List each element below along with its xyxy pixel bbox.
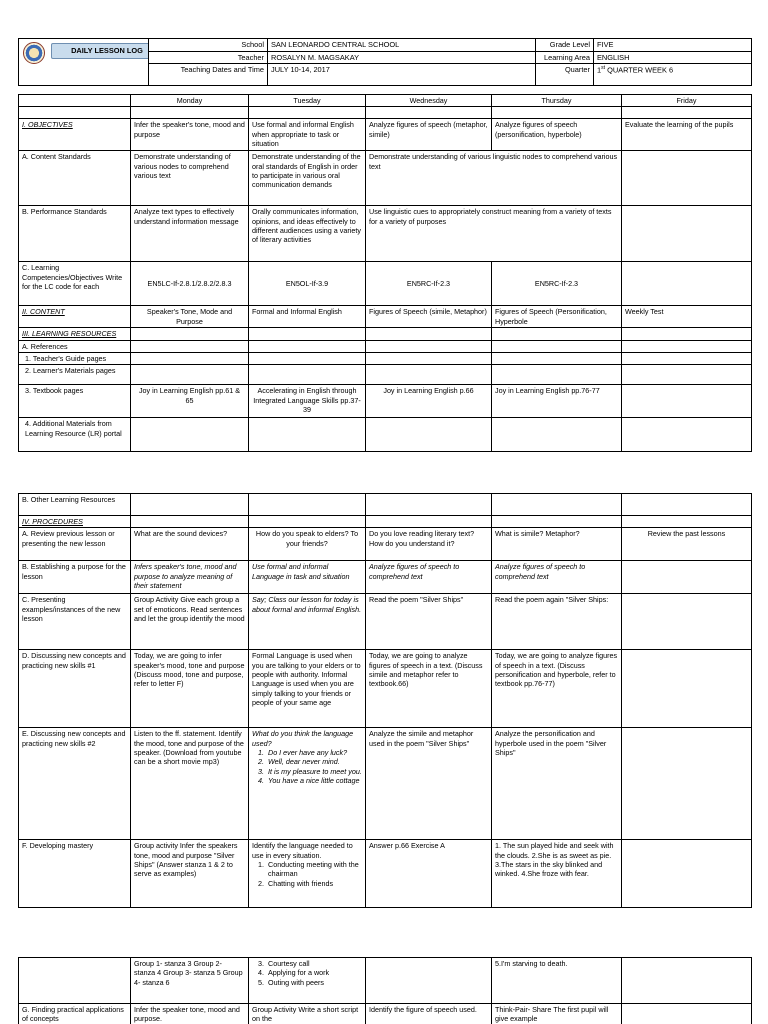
performance-standards-label: B. Performance Standards — [19, 206, 131, 262]
language-question: What do you think the language used? — [252, 729, 354, 748]
applications-thursday: Think-Pair- Share The first pupil will give example — [492, 1004, 622, 1024]
learners-materials-row — [19, 365, 752, 385]
discussing-1-thursday: Today, we are going to analyze figures of speech in a text. (Discuss personification and hyperbole, refer to textbook pp.76-77) — [492, 650, 622, 728]
obj-tuesday: Use formal and informal English when appropriate to task or situation — [249, 119, 366, 151]
comp-friday — [622, 262, 752, 306]
list-item: 4. Applying for a work — [266, 968, 362, 977]
day-monday: Monday — [131, 95, 249, 107]
presenting-wednesday: Read the poem "Silver Ships" — [366, 594, 492, 650]
discussing-2-tuesday — [249, 728, 366, 840]
cont-friday: Weekly Test — [622, 306, 752, 328]
school-value: SAN LEONARDO CENTRAL SCHOOL — [268, 39, 536, 52]
purpose-wednesday: Analyze figures of speech to comprehend text — [366, 561, 492, 594]
discussing-1-wednesday: Today, we are going to analyze figures of speech in a text. (Discuss simile and metaphor refer to textbook.66) — [366, 650, 492, 728]
lesson-table-part-2 — [18, 493, 752, 908]
situation-list — [252, 860, 362, 888]
presenting-row — [19, 594, 752, 650]
grade-label: Grade Level — [536, 39, 594, 52]
content-standards-label: A. Content Standards — [19, 151, 131, 206]
teacher-label: Teacher — [149, 51, 268, 64]
learning-resources-row — [19, 328, 752, 340]
competencies-label: C. Learning Competencies/Objectives Write for the LC code for each — [19, 262, 131, 306]
deped-seal-logo — [23, 42, 45, 64]
list-item: 1. Conducting meeting with the chairman — [266, 860, 362, 879]
textbook-label: 3. Textbook pages — [19, 385, 131, 418]
procedures-label: IV. PROCEDURES — [19, 516, 131, 528]
list-item: 2. Chatting with friends — [266, 879, 362, 888]
presenting-label: C. Presenting examples/instances of the new lesson — [19, 594, 131, 650]
cont-wednesday: Figures of Speech (simile, Metaphor) — [366, 306, 492, 328]
purpose-thursday: Analyze figures of speech to comprehend text — [492, 561, 622, 594]
school-label: School — [149, 39, 268, 52]
review-row — [19, 528, 752, 561]
discussing-2-wednesday: Analyze the simile and metaphor used in the poem "Silver Ships" — [366, 728, 492, 840]
objectives-row — [19, 119, 752, 151]
continuation-row — [19, 958, 752, 1004]
comp-monday: EN5LC-If-2.8.1/2.8.2/2.8.3 — [131, 262, 249, 306]
review-monday: What are the sound devices? — [131, 528, 249, 561]
content-standards-row — [19, 151, 752, 206]
tb-monday: Joy in Learning English pp.61 & 65 — [131, 385, 249, 418]
learners-materials-label: 2. Learner's Materials pages — [19, 365, 131, 385]
cont-tuesday: Formal and Informal English — [249, 306, 366, 328]
area-label: Learning Area — [536, 51, 594, 64]
applications-row — [19, 1004, 752, 1024]
discussing-1-monday: Today, we are going to infer speaker's mood, tone and purpose (Discuss mood, tone and purpose, refer to letter F) — [131, 650, 249, 728]
day-thursday: Thursday — [492, 95, 622, 107]
applications-label: G. Finding practical applications of concepts — [19, 1004, 131, 1024]
applications-monday: Infer the speaker tone, mood and purpose. — [131, 1004, 249, 1024]
list-item: 5. Outing with peers — [266, 978, 362, 987]
continuation-tuesday — [249, 958, 366, 1004]
procedures-row — [19, 516, 752, 528]
header-table — [18, 38, 752, 86]
objectives-label: I. OBJECTIVES — [19, 119, 131, 151]
teachers-guide-label: 1. Teacher's Guide pages — [19, 353, 131, 365]
area-value: ENGLISH — [594, 51, 752, 64]
dates-label: Teaching Dates and Time — [149, 64, 268, 86]
purpose-row — [19, 561, 752, 594]
mastery-label: F. Developing mastery — [19, 840, 131, 908]
situation-list-continued — [252, 959, 362, 987]
quarter-value — [594, 64, 752, 86]
tb-tuesday: Accelerating in English through Integrated Language Skills pp.37-39 — [249, 385, 366, 418]
list-item: 2. Well, dear never mind. — [266, 757, 362, 766]
comp-thursday: EN5RC-If-2.3 — [492, 262, 622, 306]
language-instruction: Identify the language needed to use in every situation. — [252, 841, 353, 860]
cs-tuesday: Demonstrate understanding of the oral standards of English in order to participate in various oral communication demands — [249, 151, 366, 206]
additional-materials-label: 4. Additional Materials from Learning Resource (LR) portal — [19, 418, 131, 452]
mastery-thursday: 1. The sun played hide and seek with the clouds. 2.She is as sweet as pie. 3.The stars in the sky blinked and winked. 4.She froze with fear. — [492, 840, 622, 908]
review-thursday: What is simile? Metaphor? — [492, 528, 622, 561]
grade-value: FIVE — [594, 39, 752, 52]
textbook-row — [19, 385, 752, 418]
other-resources-label: B. Other Learning Resources — [19, 494, 131, 516]
cont-thursday: Figures of Speech (Personification, Hyperbole — [492, 306, 622, 328]
purpose-monday: Infers speaker's tone, mood and purpose to analyze meaning of their statement — [131, 561, 249, 594]
list-item: 1. Do I ever have any luck? — [266, 748, 362, 757]
review-label: A. Review previous lesson or presenting the new lesson — [19, 528, 131, 561]
performance-standards-row — [19, 206, 752, 262]
dates-value: JULY 10-14, 2017 — [268, 64, 536, 86]
additional-materials-row — [19, 418, 752, 452]
day-wednesday: Wednesday — [366, 95, 492, 107]
ps-monday: Analyze text types to effectively understand information message — [131, 206, 249, 262]
list-item: 3. Courtesy call — [266, 959, 362, 968]
content-row — [19, 306, 752, 328]
cs-monday: Demonstrate understanding of various nodes to comprehend various text — [131, 151, 249, 206]
mastery-row — [19, 840, 752, 908]
teacher-value: ROSALYN M. MAGSAKAY — [268, 51, 536, 64]
review-friday: Review the past lessons — [622, 528, 752, 561]
obj-thursday: Analyze figures of speech (personification, hyperbole) — [492, 119, 622, 151]
comp-tuesday: EN5OL-If-3.9 — [249, 262, 366, 306]
obj-wednesday: Analyze figures of speech (metaphor, simile) — [366, 119, 492, 151]
review-tuesday: How do you speak to elders? To your friends? — [249, 528, 366, 561]
presenting-monday: Group Activity Give each group a set of emoticons. Read sentences and let the group identify the mood — [131, 594, 249, 650]
language-list — [252, 748, 362, 785]
discussing-1-row — [19, 650, 752, 728]
quarter-suffix: st — [601, 65, 606, 72]
tb-wednesday: Joy in Learning English p.66 — [366, 385, 492, 418]
discussing-2-label: E. Discussing new concepts and practicing new skills #2 — [19, 728, 131, 840]
day-tuesday: Tuesday — [249, 95, 366, 107]
tb-friday — [622, 385, 752, 418]
mastery-tuesday — [249, 840, 366, 908]
applications-wednesday: Identify the figure of speech used. — [366, 1004, 492, 1024]
mastery-monday: Group activity Infer the speakers tone, mood and purpose "Silver Ships" (Answer stanza 1 & 2 to serve as examples) — [131, 840, 249, 908]
continuation-monday: Group 1- stanza 3 Group 2- stanza 4 Group 3- stanza 5 Group 4- stanza 6 — [131, 958, 249, 1004]
content-label: II. CONTENT — [19, 306, 131, 328]
quarter-number: 1 — [597, 65, 602, 75]
presenting-tuesday: Say; Class our lesson for today is about formal and informal English. — [249, 594, 366, 650]
tb-thursday: Joy in Learning English pp.76-77 — [492, 385, 622, 418]
purpose-tuesday: Use formal and informal Language in task and situation — [249, 561, 366, 594]
cont-monday: Speaker's Tone, Mode and Purpose — [131, 306, 249, 328]
logo-cell — [19, 39, 149, 86]
ps-tuesday: Orally communicates information, opinions, and ideas effectively to different audiences using a variety of literary activities — [249, 206, 366, 262]
lesson-table-part-1 — [18, 94, 752, 452]
days-header-row — [19, 95, 752, 107]
ps-wednesday-thursday: Use linguistic cues to appropriately construct meaning from a variety of texts for a variety of purposes — [366, 206, 622, 262]
discussing-2-thursday: Analyze the personification and hyperbole used in the poem "Silver Ships" — [492, 728, 622, 840]
other-resources-row — [19, 494, 752, 516]
learning-resources-label: III. LEARNING RESOURCES — [19, 328, 131, 340]
obj-friday: Evaluate the learning of the pupils — [622, 119, 752, 151]
discussing-2-row — [19, 728, 752, 840]
references-row — [19, 340, 752, 352]
obj-monday: Infer the speaker's tone, mood and purpose — [131, 119, 249, 151]
discussing-2-monday: Listen to the ff. statement. Identify the mood, tone and purpose of the speaker. (Download from youtube can be a short movie mp3) — [131, 728, 249, 840]
lesson-table-part-3 — [18, 957, 752, 1024]
day-friday: Friday — [622, 95, 752, 107]
daily-lesson-log-title: DAILY LESSON LOG — [51, 43, 149, 59]
quarter-text: QUARTER WEEK 6 — [605, 65, 674, 75]
blank-cell — [19, 95, 131, 107]
spacer-row — [19, 107, 752, 119]
comp-wednesday: EN5RC-If-2.3 — [366, 262, 492, 306]
references-label: A. References — [19, 340, 131, 352]
mastery-wednesday: Answer p.66 Exercise A — [366, 840, 492, 908]
list-item: 3. It is my pleasure to meet you. — [266, 767, 362, 776]
list-item: 4. You have a nice little cottage — [266, 776, 362, 785]
competencies-row — [19, 262, 752, 306]
quarter-label: Quarter — [536, 64, 594, 86]
applications-tuesday: Group Activity Write a short script on the — [249, 1004, 366, 1024]
purpose-label: B. Establishing a purpose for the lesson — [19, 561, 131, 594]
continuation-thursday: 5.I'm starving to death. — [492, 958, 622, 1004]
review-wednesday: Do you love reading literary text? How do you understand it? — [366, 528, 492, 561]
discussing-1-label: D. Discussing new concepts and practicing new skills #1 — [19, 650, 131, 728]
teachers-guide-row — [19, 353, 752, 365]
discussing-1-tuesday: Formal Language is used when you are talking to your elders or to people with authority. Informal Language is used when you are simply talking to your friends or people of your same age — [249, 650, 366, 728]
presenting-thursday: Read the poem again "Silver Ships: — [492, 594, 622, 650]
cs-wednesday-thursday: Demonstrate understanding of various linguistic nodes to comprehend various text — [366, 151, 622, 206]
